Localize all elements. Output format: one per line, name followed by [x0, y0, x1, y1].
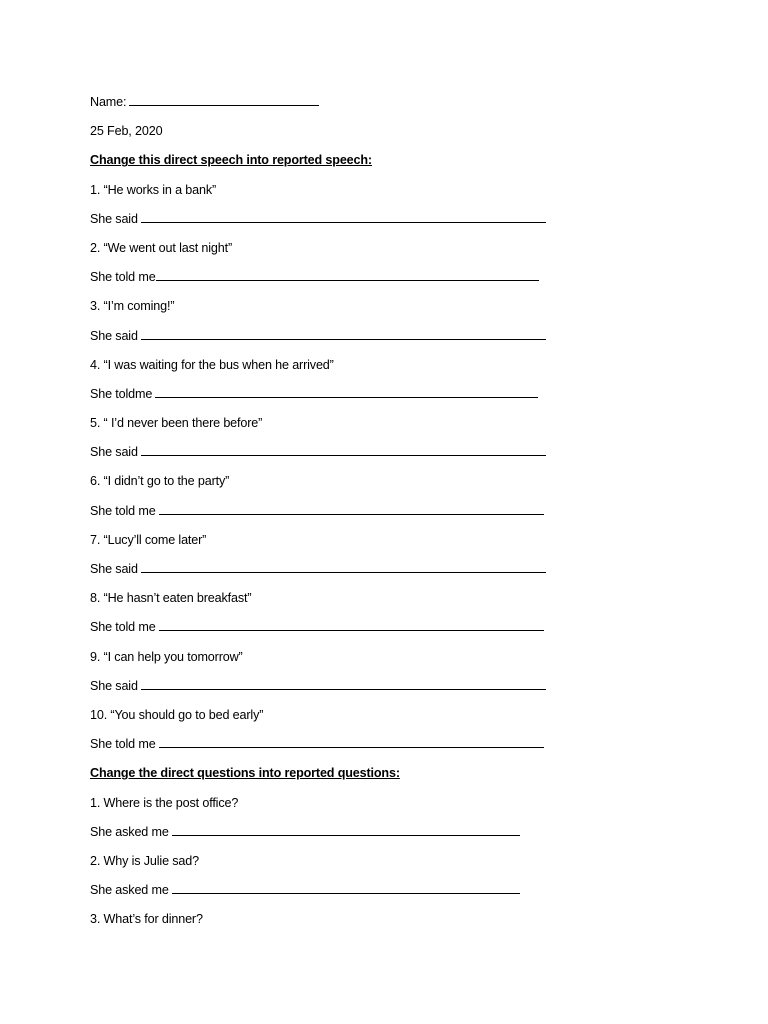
exercise-prompt: 2. “We went out last night” [90, 240, 233, 255]
answer-blank[interactable] [141, 443, 546, 456]
answer-row [90, 442, 730, 471]
exercise-prompt: 3. What’s for dinner? [90, 912, 203, 927]
answer-row [90, 384, 730, 413]
answer-lead: She asked me [90, 824, 169, 839]
answer-row [90, 617, 730, 646]
answer-blank[interactable] [159, 735, 544, 748]
answer-blank[interactable] [159, 502, 544, 515]
answer-lead: She said [90, 211, 138, 226]
answer-row [90, 326, 730, 355]
answer-row [90, 267, 730, 296]
worksheet-page [90, 92, 730, 938]
answer-lead: She told me [90, 737, 156, 752]
exercise-prompt: 10. “You should go to bed early” [90, 707, 264, 722]
answer-blank[interactable] [155, 385, 538, 398]
exercise-prompt: 3. “I’m coming!” [90, 299, 175, 314]
answer-blank[interactable] [172, 823, 520, 836]
exercise-prompt: 8. “He hasn’t eaten breakfast” [90, 591, 252, 606]
answer-lead: She told me [90, 620, 156, 635]
answer-lead: She told me [90, 503, 156, 518]
answer-lead: She said [90, 562, 138, 576]
name-row [90, 92, 730, 121]
section-heading-reported-questions: Change the direct questions into reported questions: [90, 766, 400, 781]
name-label: Name: [90, 95, 127, 109]
exercise-prompt: 6. “I didn’t go to the party” [90, 474, 230, 489]
answer-lead: She told me [90, 270, 156, 285]
date: 25 Feb, 2020 [90, 124, 163, 139]
answer-blank[interactable] [141, 560, 546, 573]
section-heading-reported-speech: Change this direct speech into reported speech: [90, 153, 372, 168]
answer-lead: She said [90, 328, 138, 343]
answer-blank[interactable] [159, 618, 544, 631]
exercise-prompt: 9. “I can help you tomorrow” [90, 649, 243, 664]
answer-blank[interactable] [141, 210, 546, 223]
exercise-prompt: 5. “ I’d never been there before” [90, 416, 263, 431]
answer-lead: She asked me [90, 883, 169, 898]
answer-row [90, 676, 730, 705]
answer-row [90, 559, 730, 588]
exercise-prompt: 1. “He works in a bank” [90, 182, 217, 197]
answer-row [90, 734, 730, 763]
answer-row [90, 880, 730, 909]
exercise-prompt: 7. “Lucy’ll come later” [90, 532, 207, 547]
answer-row [90, 822, 730, 851]
answer-blank[interactable] [156, 268, 539, 281]
answer-lead: She said [90, 445, 138, 460]
name-blank[interactable] [129, 93, 319, 106]
answer-lead: She toldme [90, 386, 153, 401]
answer-row [90, 209, 730, 238]
exercise-prompt: 2. Why is Julie sad? [90, 853, 199, 868]
answer-lead: She said [90, 678, 138, 693]
answer-row [90, 501, 730, 530]
exercise-prompt: 1. Where is the post office? [90, 795, 239, 810]
answer-blank[interactable] [172, 881, 520, 894]
exercise-prompt: 4. “I was waiting for the bus when he arrived” [90, 357, 334, 372]
answer-blank[interactable] [141, 677, 546, 690]
answer-blank[interactable] [141, 327, 546, 340]
